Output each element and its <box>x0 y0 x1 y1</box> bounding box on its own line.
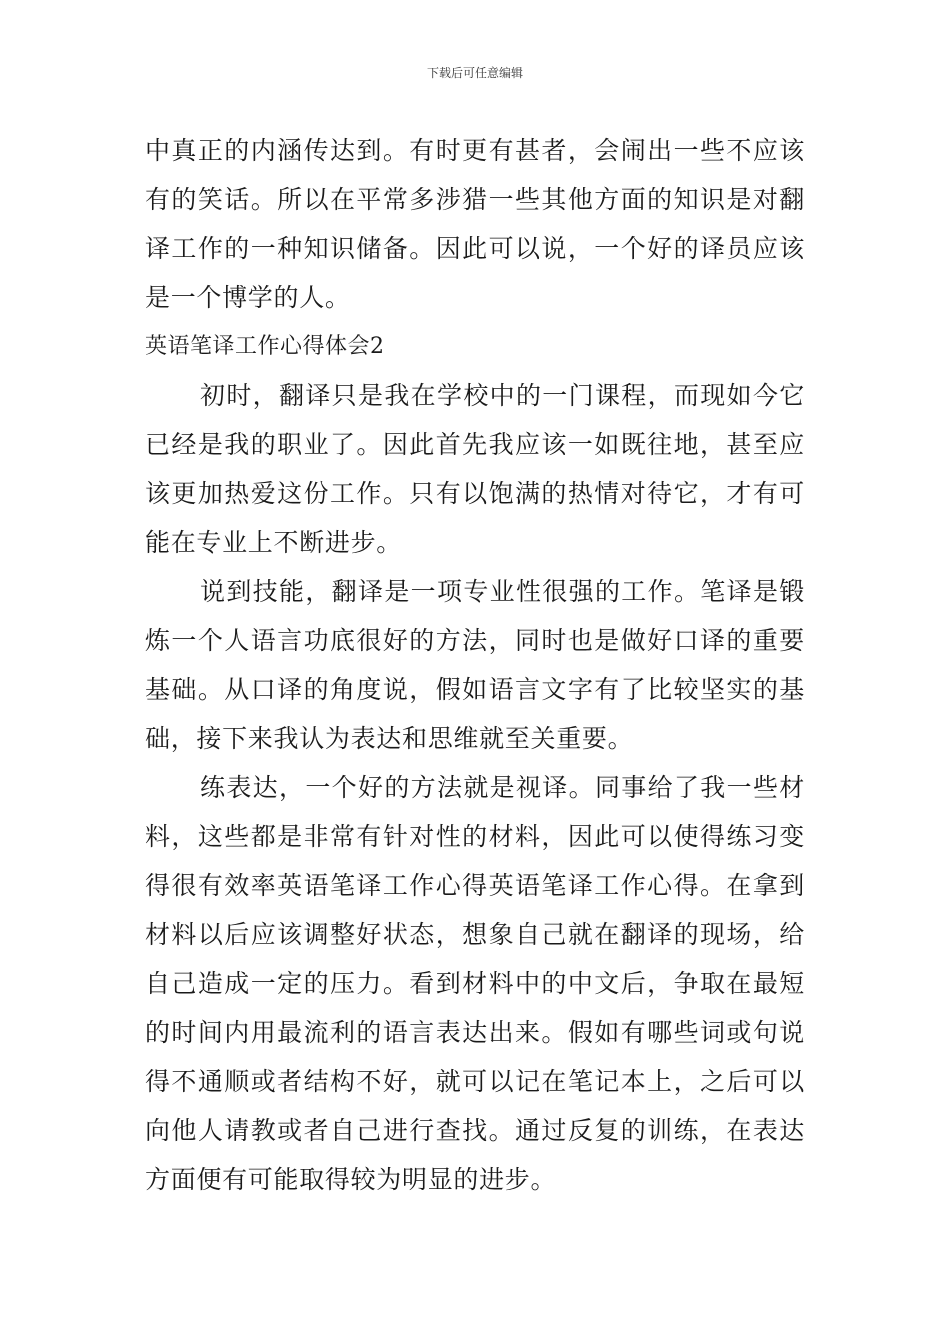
paragraph-1: 初时，翻译只是我在学校中的一门课程，而现如今它已经是我的职业了。因此首先我应该一如既往地，甚至应该更加热爱这份工作。只有以饱满的热情对待它，才有可能在专业上不断进步。 <box>145 381 805 557</box>
document-body <box>145 126 805 1204</box>
page-header-note: 下载后可任意编辑 <box>426 66 523 80</box>
paragraph-continued: 中真正的内涵传达到。有时更有甚者，会闹出一些不应该有的笑话。所以在平常多涉猎一些其他方面的知识是对翻译工作的一种知识储备。因此可以说，一个好的译员应该是一个博学的人。 <box>145 136 805 312</box>
paragraph-3: 练表达，一个好的方法就是视译。同事给了我一些材料，这些都是非常有针对性的材料，因此可以使得练习变得很有效率英语笔译工作心得英语笔译工作心得。在拿到材料以后应该调整好状态，想象自己就在翻译的现场，给自己造成一定的压力。看到材料中的中文后，争取在最短的时间内用最流利的语言表达出来。假如有哪些词或句说得不通顺或者结构不好，就可以记在笔记本上，之后可以向他人请教或者自己进行查找。通过反复的训练，在表达方面便有可能取得较为明显的进步。 <box>145 773 805 1194</box>
section-title: 英语笔译工作心得体会2 <box>145 334 385 359</box>
paragraph-2: 说到技能，翻译是一项专业性很强的工作。笔译是锻炼一个人语言功底很好的方法，同时也是做好口译的重要基础。从口译的角度说，假如语言文字有了比较坚实的基础，接下来我认为表达和思维就至关重要。 <box>145 577 805 753</box>
